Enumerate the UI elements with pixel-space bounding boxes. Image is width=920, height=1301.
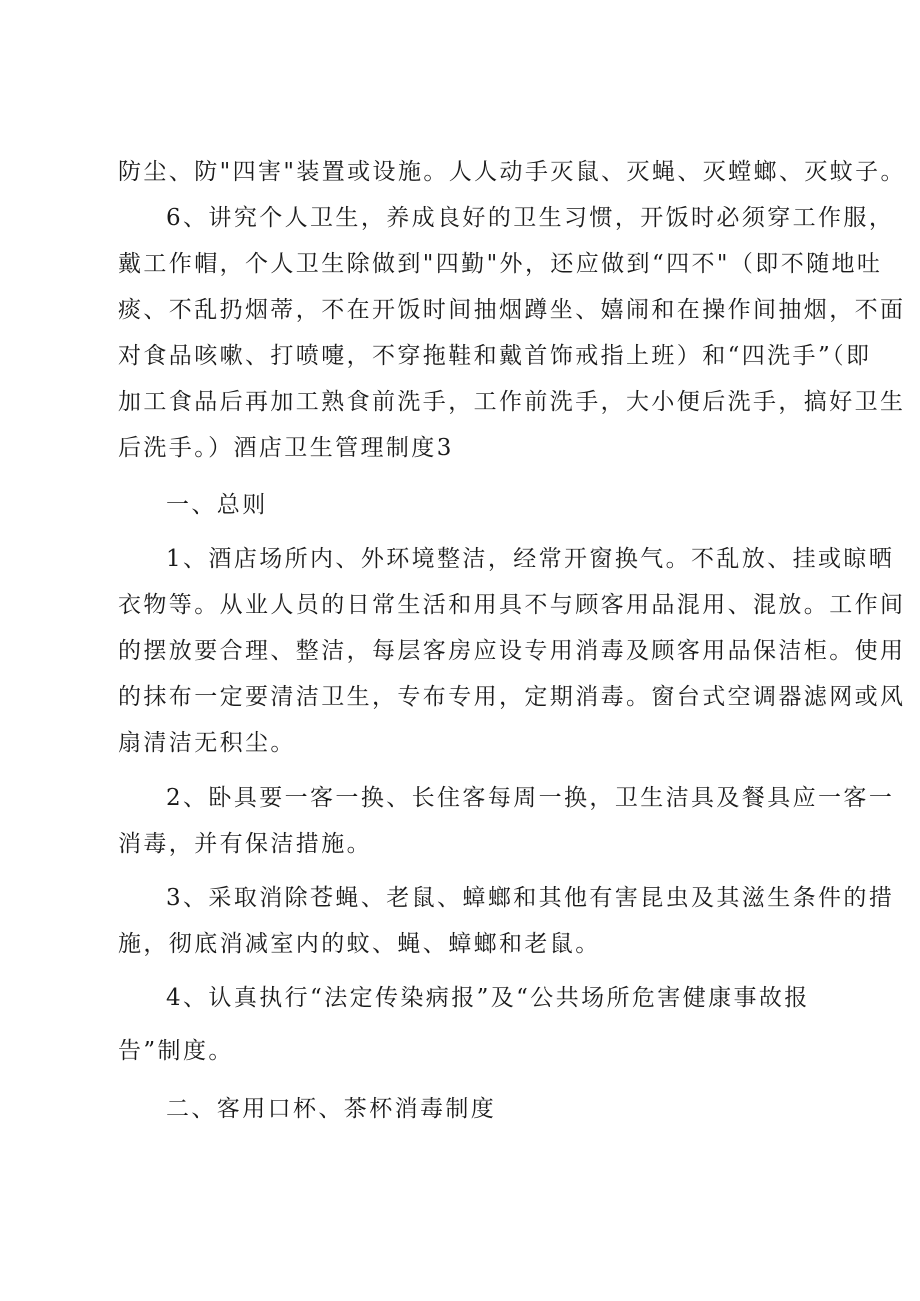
section-heading: 二、客用口杯、茶杯消毒制度 (166, 1096, 497, 1122)
text-line: 后洗手。）酒店卫生管理制度3 (118, 435, 454, 461)
text-line: 消毒，并有保洁措施。 (118, 831, 372, 857)
text-line: 施，彻底消减室内的蚊、蝇、蟑螂和老鼠。 (118, 931, 601, 957)
text-line: 2、卧具要一客一换、长住客每周一换，卫生洁具及餐具应一客一 (166, 785, 895, 811)
text-line: 衣物等。从业人员的日常生活和用具不与顾客用品混用、混放。工作间 (118, 592, 906, 618)
text-line: 扇清洁无积尘。 (118, 730, 296, 756)
text-line: 痰、不乱扔烟蒂，不在开饭时间抽烟蹲坐、嬉闹和在操作间抽烟，不面 (118, 297, 906, 323)
text-line: 4、认真执行“法定传染病报”及“公共场所危害健康事故报 (166, 985, 810, 1011)
text-line: 防尘、防"四害"装置或设施。人人动手灭鼠、灭蝇、灭螳螂、灭蚊子。 (118, 159, 906, 185)
text-line: 对食品咳嗽、打喷嚏，不穿拖鞋和戴首饰戒指上班）和“四洗手”（即 (118, 343, 872, 369)
text-line: 戴工作帽，个人卫生除做到"四勤"外，还应做到“四不"（即不随地吐 (118, 251, 883, 277)
text-line: 加工食品后再加工熟食前洗手，工作前洗手，大小便后洗手，搞好卫生 (118, 389, 906, 415)
text-line: 的摆放要合理、整洁，每层客房应设专用消毒及顾客用品保洁柜。使用 (118, 638, 906, 664)
section-heading: 一、总则 (166, 492, 268, 518)
text-line: 6、讲究个人卫生，养成良好的卫生习惯，开饭时必须穿工作服， (166, 205, 895, 231)
text-line: 3、采取消除苍蝇、老鼠、蟑螂和其他有害昆虫及其滋生条件的措 (166, 885, 895, 911)
text-line: 的抹布一定要清洁卫生，专布专用，定期消毒。窗台式空调器滤网或风 (118, 684, 906, 710)
text-line: 告”制度。 (118, 1038, 234, 1064)
text-line: 1、酒店场所内、外环境整洁，经常开窗换气。不乱放、挂或晾晒 (166, 546, 895, 572)
